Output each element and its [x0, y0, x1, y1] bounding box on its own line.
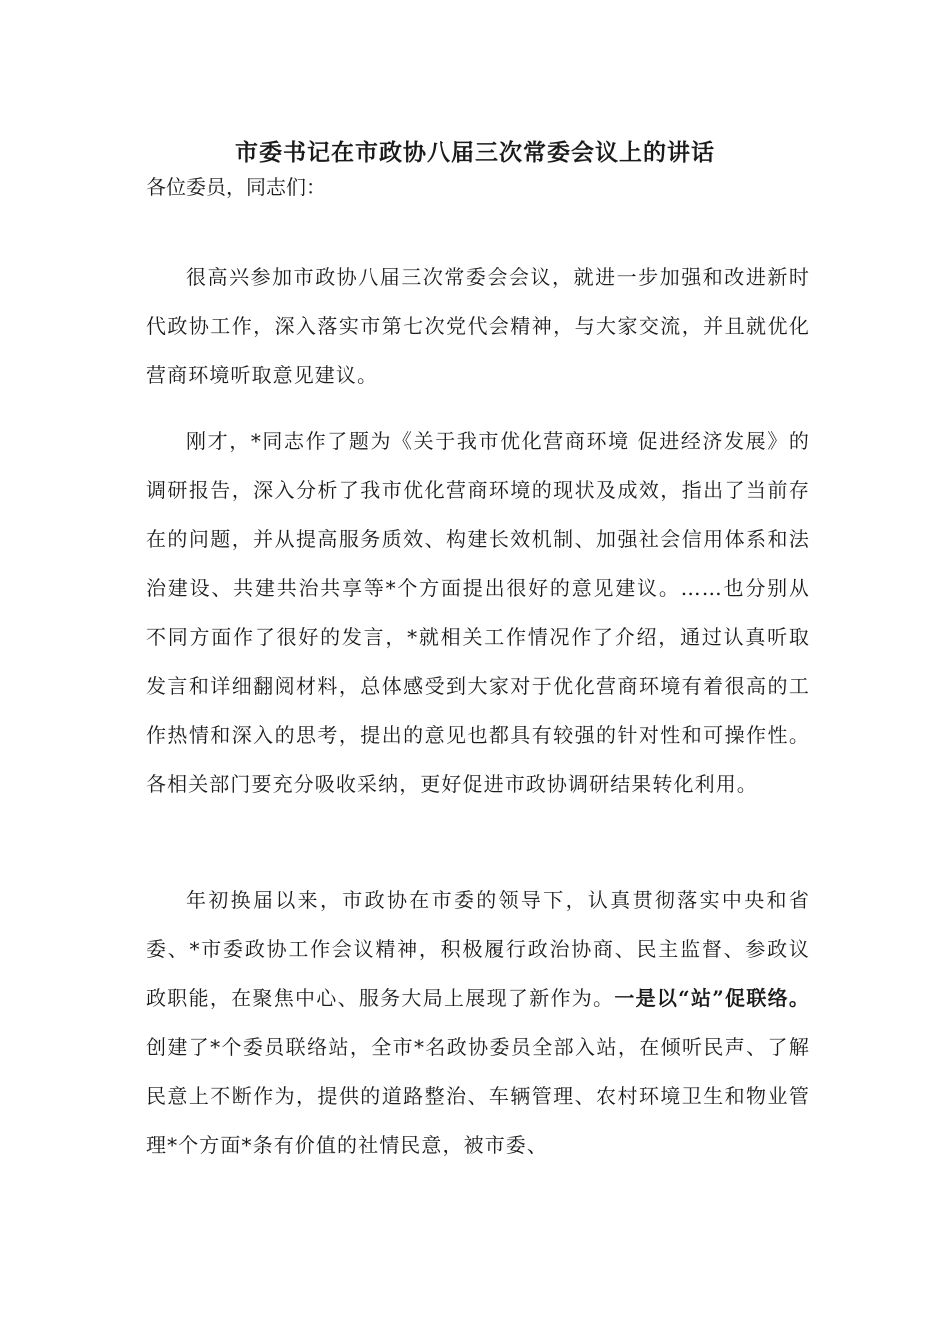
document-title: 市委书记在市政协八届三次常委会议上的讲话	[235, 139, 715, 166]
paragraph-1: 很高兴参加市政协八届三次常委会会议，就进一步加强和改进新时代政协工作，深入落实市第七次党代会精神，与大家交流，并且就优化营商环境听取意见建议。	[146, 265, 810, 387]
paragraph-3-emphasis: 一是以“站”促联络。	[614, 986, 810, 1010]
paragraph-3-lead: 年初换届以来，市政协在市委的领导下，认真贯彻落实中央和省委、*市委政协工作会议精神，积极履行政治协商、民主监督、参政议政职能，在聚焦中心、服务大局上展现了新作为。	[146, 888, 810, 1010]
paragraph-3-rest: 创建了*个委员联络站，全市*名政协委员全部入站，在倾听民声、了解民意上不断作为，提供的道路整治、车辆管理、农村环境卫生和物业管理*个方面*条有价值的社情民意，被市委、	[146, 1035, 810, 1157]
salutation: 各位委员，同志们：	[146, 175, 326, 199]
paragraph-2: 刚才，*同志作了题为《关于我市优化营商环境 促进经济发展》的调研报告，深入分析了我市优化营商环境的现状及成效，指出了当前存在的问题，并从提高服务质效、构建长效机制、加强社会信用体系和法治建设、共建共治共享等*个方面提出很好的意见建议。……也分别从不同方面作了很好的发言，*就相关工作情况作了介绍，通过认真听取发言和详细翻阅材料，总体感受到大家对于优化营商环境有着很高的工作热情和深入的思考，提出的意见也都具有较强的针对性和可操作性。各相关部门要充分吸收采纳，更好促进市政协调研结果转化利用。	[146, 429, 810, 796]
paragraph-3	[146, 876, 810, 1170]
